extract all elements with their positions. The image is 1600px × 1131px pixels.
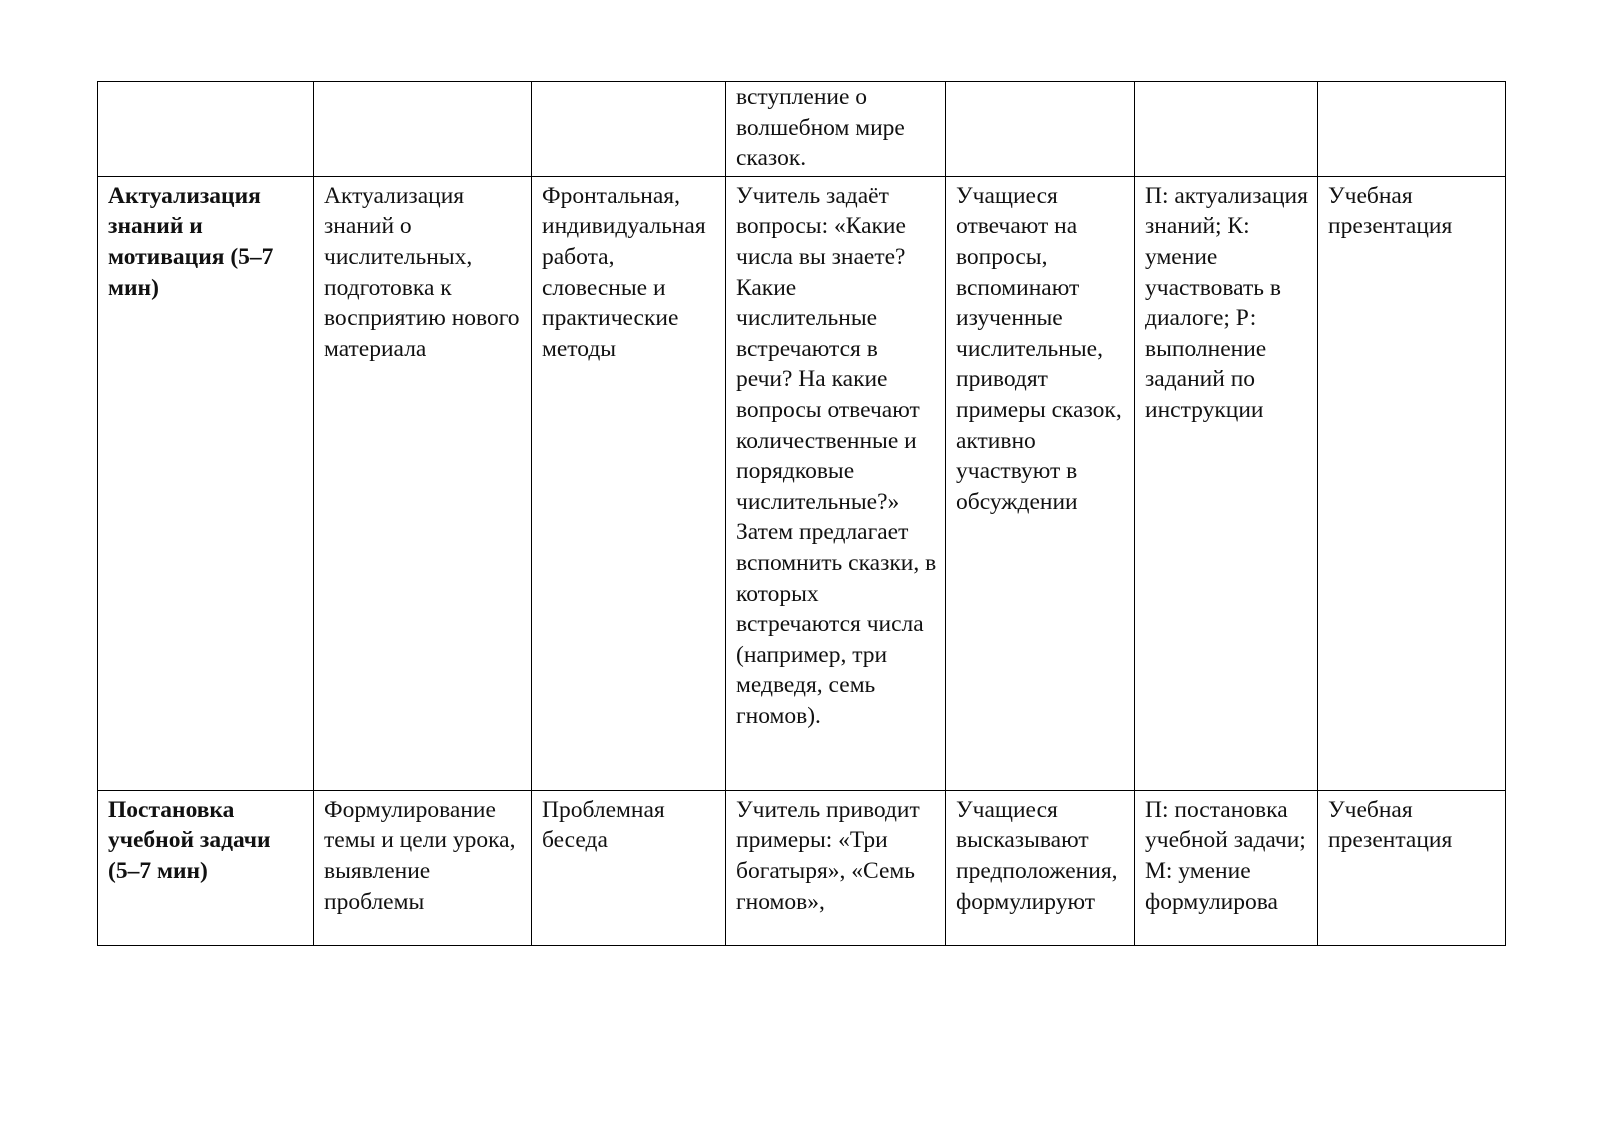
cell-uud xyxy=(1135,176,1318,790)
cell-text: Учитель задаёт вопросы: «Какие числа вы знаете? Какие числительные встречаются в речи? На какие вопросы отвечают количественные и порядковые числительные?» Затем предлагает вспомнить сказки, в которых встречаются числа (например, три медведя, семь гномов). xyxy=(736,182,937,729)
cell-stage xyxy=(98,176,314,790)
cell-text: Учебная презентация xyxy=(1328,796,1453,854)
cell-uud xyxy=(1135,790,1318,945)
cell-text: Постановка учебной задачи (5–7 мин) xyxy=(108,796,271,884)
cell-student-activity xyxy=(946,790,1135,945)
cell-methods xyxy=(532,176,726,790)
cell-goal xyxy=(314,82,532,177)
cell-text: Проблемная беседа xyxy=(542,796,665,854)
cell-resources xyxy=(1318,82,1506,177)
cell-stage xyxy=(98,790,314,945)
cell-student-activity xyxy=(946,176,1135,790)
cell-uud xyxy=(1135,82,1318,177)
cell-text: вступление о волшебном мире сказок. xyxy=(736,84,905,172)
cell-student-activity xyxy=(946,82,1135,177)
cell-text: Учащиеся высказывают предположения, формулируют xyxy=(956,796,1118,915)
cell-text: П: постановка учебной задачи; М: умение формулирова xyxy=(1145,796,1306,915)
table-row xyxy=(98,176,1506,790)
cell-teacher-activity xyxy=(726,82,946,177)
cell-text: П: актуализация знаний; К: умение участвовать в диалоге; Р: выполнение заданий по инструкции xyxy=(1145,182,1308,423)
cell-methods xyxy=(532,82,726,177)
cell-text: Учебная презентация xyxy=(1328,182,1453,240)
cell-resources xyxy=(1318,790,1506,945)
cell-text: Формулирование темы и цели урока, выявление проблемы xyxy=(324,796,516,915)
cell-goal xyxy=(314,790,532,945)
cell-methods xyxy=(532,790,726,945)
cell-resources xyxy=(1318,176,1506,790)
cell-text: Учитель приводит примеры: «Три богатыря», «Семь гномов», xyxy=(736,796,920,915)
cell-text: Актуализация знаний о числительных, подготовка к восприятию нового материала xyxy=(324,182,520,362)
cell-stage xyxy=(98,82,314,177)
cell-text: Учащиеся отвечают на вопросы, вспоминают изученные числительные, приводят примеры сказок, активно участвуют в обсуждении xyxy=(956,182,1122,515)
cell-teacher-activity xyxy=(726,176,946,790)
cell-teacher-activity xyxy=(726,790,946,945)
table-row xyxy=(98,790,1506,945)
lesson-plan-table xyxy=(97,81,1506,946)
cell-text: Актуализация знаний и мотивация (5–7 мин) xyxy=(108,182,274,301)
cell-text: Фронтальная, индивидуальная работа, словесные и практические методы xyxy=(542,182,706,362)
cell-goal xyxy=(314,176,532,790)
table-row xyxy=(98,82,1506,177)
